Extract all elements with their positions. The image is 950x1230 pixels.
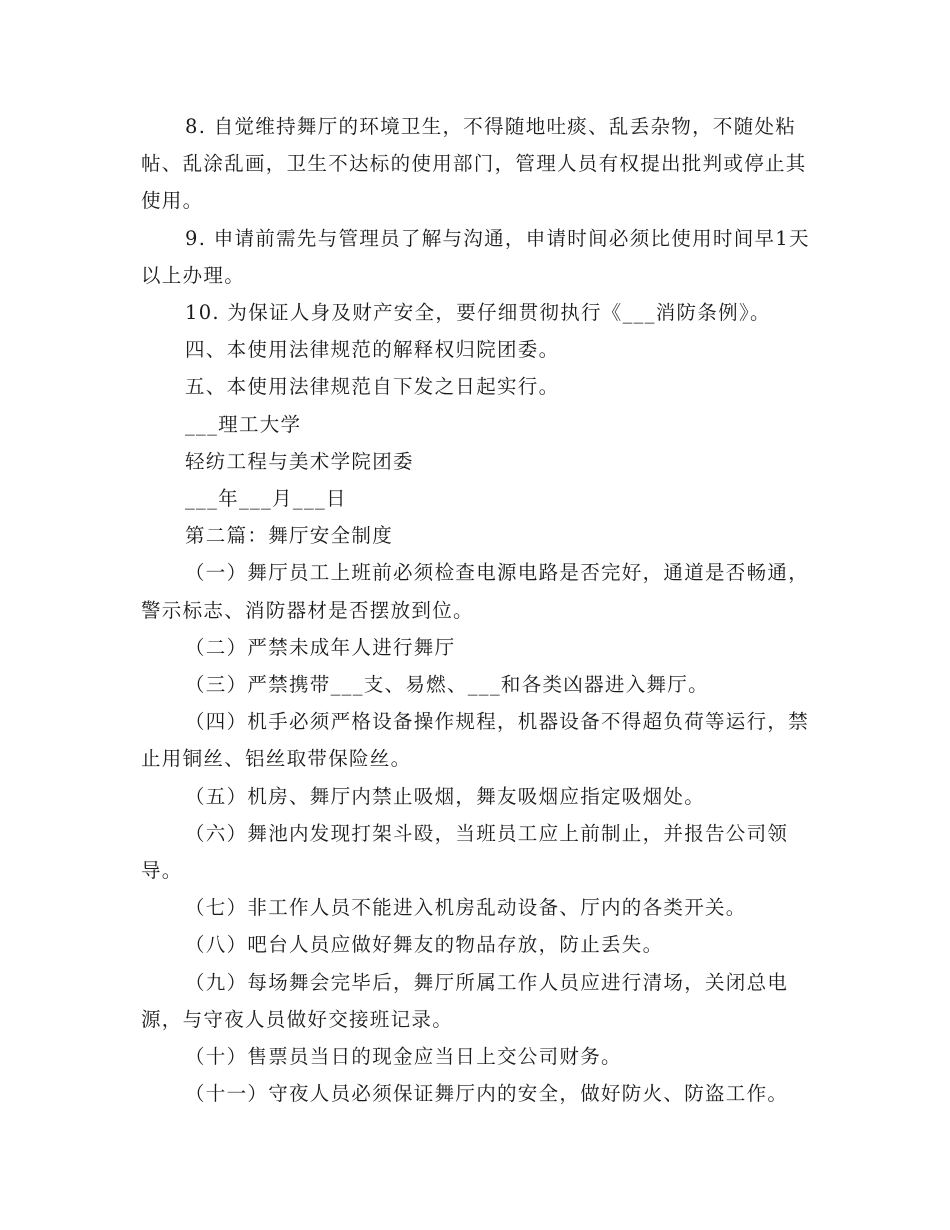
paragraph-item-10: 10. 为保证人身及财产安全，要仔细贯彻执行《___消防条例》。 [185,301,771,325]
signature-committee: 轻纺工程与美术学院团委 [185,449,414,473]
signature-date: ___年___月___日 [185,487,347,511]
chapter-heading: 第二篇：舞厅安全制度 [185,524,394,548]
rule-item-3: （三）严禁携带___支、易燃、___和各类凶器进入舞厅。 [185,673,709,697]
rule-item-1: （一）舞厅员工上班前必须检查电源电路是否完好，通道是否畅通，警示标志、消防器材是否摆放到位。 [141,561,810,622]
paragraph-section-5: 五、本使用法律规范自下发之日起实行。 [185,375,560,399]
rule-item-11: （十一）守夜人员必须保证舞厅内的安全，做好防火、防盗工作。 [185,1082,789,1106]
rule-item-9: （九）每场舞会完毕后，舞厅所属工作人员应进行清场，关闭总电源，与守夜人员做好交接班记录。 [141,970,789,1031]
rule-item-7: （七）非工作人员不能进入机房乱动设备、厅内的各类开关。 [185,896,747,920]
rule-item-2: （二）严禁未成年人进行舞厅 [185,635,456,659]
rule-item-6: （六）舞池内发现打架斗殴，当班员工应上前制止，并报告公司领导。 [141,821,789,883]
rule-item-8: （八）吧台人员应做好舞友的物品存放，防止丢失。 [185,933,664,957]
paragraph-section-4: 四、本使用法律规范的解释权归院团委。 [185,338,560,362]
rule-item-10: （十）售票员当日的现金应当日上交公司财务。 [185,1045,622,1069]
rule-item-5: （五）机房、舞厅内禁止吸烟，舞友吸烟应指定吸烟处。 [185,784,706,808]
rule-item-4: （四）机手必须严格设备操作规程，机器设备不得超负荷等运行，禁止用铜丝、铝丝取带保险丝。 [141,710,810,771]
document-page [141,108,811,1112]
paragraph-item-9: 9. 申请前需先与管理员了解与沟通，申请时间必须比使用时间早1天以上办理。 [141,226,810,287]
paragraph-item-8: 8. 自觉维持舞厅的环境卫生，不得随地吐痰、乱丢杂物，不随处粘帖、乱涂乱画，卫生不达标的使用部门，管理人员有权提出批判或停止其使用。 [141,115,807,213]
signature-university: ___理工大学 [185,412,302,436]
